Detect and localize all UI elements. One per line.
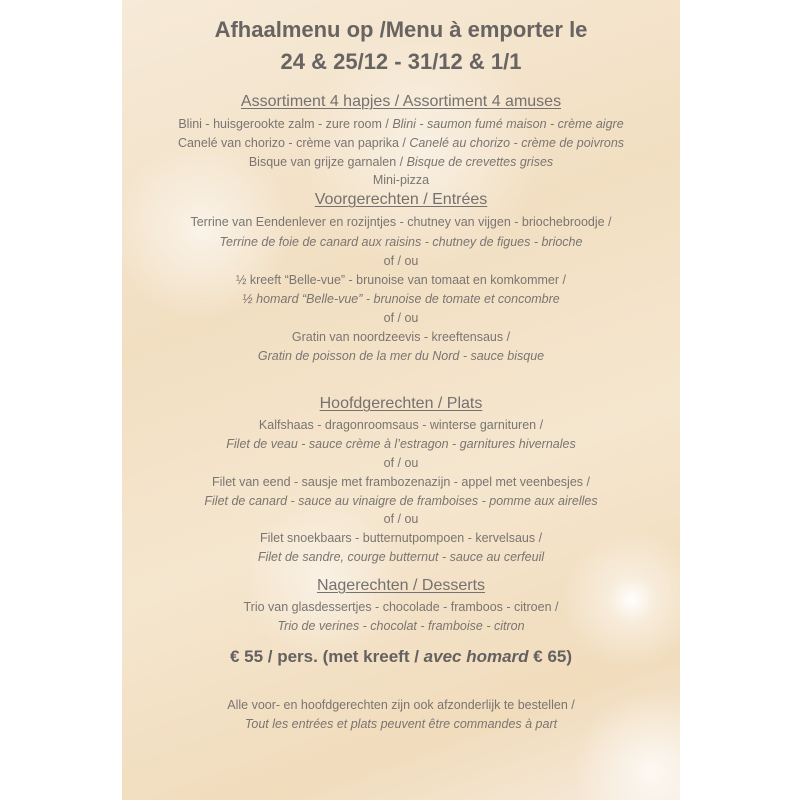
section-heading xyxy=(122,91,680,113)
dutch-text: Alle voor- en hoofdgerechten zijn ook afzonderlijk te bestellen / xyxy=(227,698,575,712)
menu-title-line-1: Afhaalmenu op /Menu à emporter le xyxy=(214,17,588,42)
french-text: Gratin de poisson de la mer du Nord - sauce bisque xyxy=(257,349,545,363)
french-text: Terrine de foie de canard aux raisins - chutney de figues - brioche xyxy=(219,235,583,249)
dutch-text: Bisque van grijze garnalen / xyxy=(248,155,407,169)
section-heading-text: Voorgerechten / Entrées xyxy=(314,191,488,208)
french-text: Bisque de crevettes grises xyxy=(406,155,554,169)
section-heading xyxy=(122,393,680,415)
menu-line xyxy=(122,491,680,511)
menu-line xyxy=(122,415,680,435)
menu-line xyxy=(122,714,680,734)
menu-line xyxy=(122,547,680,567)
price-tail: € 65) xyxy=(528,647,573,666)
menu-line xyxy=(122,472,680,492)
dutch-text: Filet snoekbaars - butternutpompoen - kervelsaus / xyxy=(259,531,543,545)
french-text: Tout les entrées et plats peuvent être commandes à part xyxy=(244,717,558,731)
menu-line xyxy=(122,232,680,252)
menu-line xyxy=(122,434,680,454)
dutch-text: Canelé van chorizo - crème van paprika / xyxy=(177,136,410,150)
menu-line xyxy=(122,327,680,347)
menu-line xyxy=(122,251,680,271)
french-text: Filet de sandre, courge butternut - sauce au cerfeuil xyxy=(257,550,545,564)
french-text: Blini - saumon fumé maison - crème aigre xyxy=(392,117,624,131)
section-heading xyxy=(122,575,680,597)
menu-line xyxy=(122,170,680,190)
menu-line xyxy=(122,453,680,473)
section-heading-text: Assortiment 4 hapjes / Assortiment 4 amuses xyxy=(240,93,562,110)
menu-line xyxy=(122,133,680,153)
dutch-text: of / ou xyxy=(383,512,419,526)
dutch-text: Terrine van Eendenlever en rozijntjes - chutney van vijgen - briochebroodje / xyxy=(190,215,612,229)
french-text: ½ homard “Belle-vue” - brunoise de tomate et concombre xyxy=(242,292,560,306)
menu-line xyxy=(122,289,680,309)
menu-line xyxy=(122,114,680,134)
menu-line xyxy=(122,212,680,232)
menu-line xyxy=(122,270,680,290)
dutch-text: Mini-pizza xyxy=(372,173,430,187)
price-line xyxy=(122,645,680,669)
dutch-text: Blini - huisgerookte zalm - zure room / xyxy=(178,117,393,131)
french-text: Trio de verines - chocolat - framboise - citron xyxy=(277,619,525,633)
french-text: Filet de canard - sauce au vinaigre de framboises - pomme aux airelles xyxy=(204,494,598,508)
menu-line xyxy=(122,152,680,172)
dutch-text: of / ou xyxy=(383,456,419,470)
dutch-text: Trio van glasdessertjes - chocolade - framboos - citroen / xyxy=(243,600,559,614)
menu-line xyxy=(122,616,680,636)
section-heading-text: Nagerechten / Desserts xyxy=(316,577,486,594)
menu-line xyxy=(122,308,680,328)
dutch-text: Kalfshaas - dragonroomsaus - winterse garnituren / xyxy=(258,418,544,432)
menu-line xyxy=(122,509,680,529)
menu-line xyxy=(122,528,680,548)
menu-line xyxy=(122,597,680,617)
section-heading xyxy=(122,189,680,211)
french-text: avec homard xyxy=(423,647,529,666)
french-text: Filet de veau - sauce crème à l’estragon - garnitures hivernales xyxy=(226,437,576,451)
dutch-text: Filet van eend - sausje met frambozenazijn - appel met veenbesjes / xyxy=(212,475,590,489)
menu-flyer xyxy=(122,0,680,800)
dutch-text: Gratin van noordzeevis - kreeftensaus / xyxy=(291,330,511,344)
menu-title-line-2: 24 & 25/12 - 31/12 & 1/1 xyxy=(280,49,522,74)
section-heading-text: Hoofdgerechten / Plats xyxy=(319,395,483,412)
menu-line xyxy=(122,346,680,366)
dutch-text: ½ kreeft “Belle-vue” - brunoise van tomaat en komkommer / xyxy=(236,273,566,287)
dutch-text: of / ou xyxy=(383,311,419,325)
dutch-text: € 55 / pers. (met kreeft / xyxy=(229,647,424,666)
french-text: Canelé au chorizo - crème de poivrons xyxy=(409,136,625,150)
dutch-text: of / ou xyxy=(383,254,419,268)
menu-line xyxy=(122,695,680,715)
